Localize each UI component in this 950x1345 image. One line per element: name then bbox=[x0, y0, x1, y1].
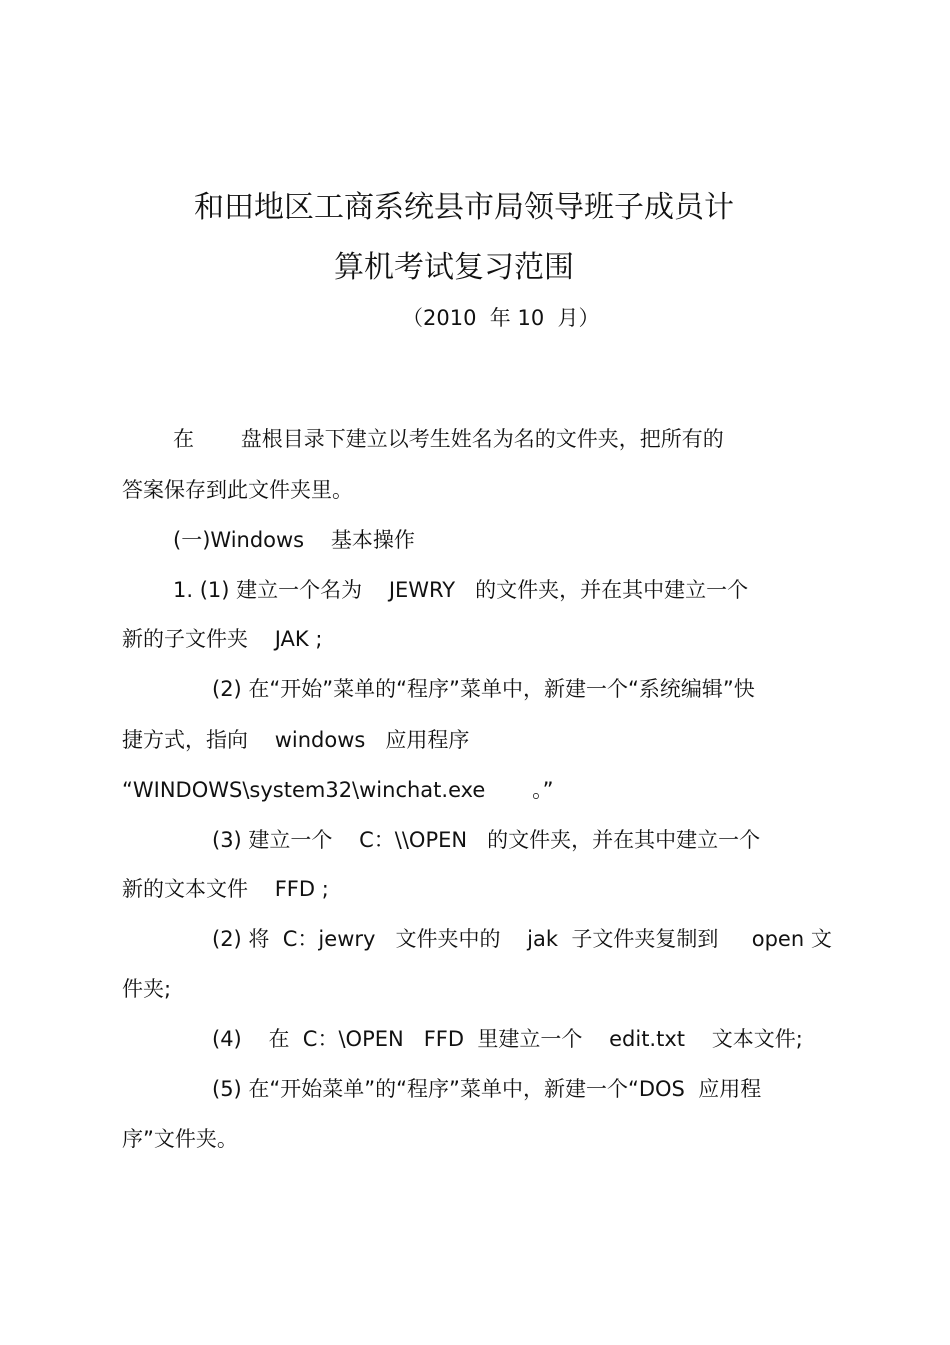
question-2-line-1: (2) 在“开始”菜单的“程序”菜单中，新建一个“系统编辑”快 bbox=[212, 677, 755, 701]
question-6-line-2: 序”文件夹。 bbox=[122, 1127, 238, 1151]
question-5-line-1: (4) 在 C：\OPEN FFD 里建立一个 edit.txt 文本文件; bbox=[212, 1027, 803, 1051]
question-1-line-2: 新的子文件夹 JAK ; bbox=[122, 627, 323, 651]
question-4-line-1: (2) 将 C：jewry 文件夹中的 jak 子文件夹复制到 open 文 bbox=[212, 927, 832, 951]
page-title-line-1: 和田地区工商系统县市局领导班子成员计 bbox=[194, 190, 734, 225]
question-3-line-2: 新的文本文件 FFD ; bbox=[122, 877, 329, 901]
question-2-line-3: “WINDOWS\system32\winchat.exe 。” bbox=[122, 778, 554, 802]
intro-line-1: 在 盘根目录下建立以考生姓名为名的文件夹，把所有的 bbox=[173, 427, 724, 451]
question-1-line-1: 1. (1) 建立一个名为 JEWRY 的文件夹，并在其中建立一个 bbox=[173, 578, 749, 602]
page-date: （2010 年 10 月） bbox=[402, 306, 600, 330]
question-6-line-1: (5) 在“开始菜单”的“程序”菜单中，新建一个“DOS 应用程 bbox=[212, 1077, 762, 1101]
intro-line-2: 答案保存到此文件夹里。 bbox=[122, 478, 353, 502]
question-4-line-2: 件夹; bbox=[122, 977, 172, 1001]
question-2-line-2: 捷方式，指向 windows 应用程序 bbox=[122, 728, 470, 752]
question-3-line-1: (3) 建立一个 C：\\OPEN 的文件夹，并在其中建立一个 bbox=[212, 828, 761, 852]
page-title-line-2: 算机考试复习范围 bbox=[334, 250, 574, 285]
section-heading: (一)Windows 基本操作 bbox=[173, 528, 415, 552]
